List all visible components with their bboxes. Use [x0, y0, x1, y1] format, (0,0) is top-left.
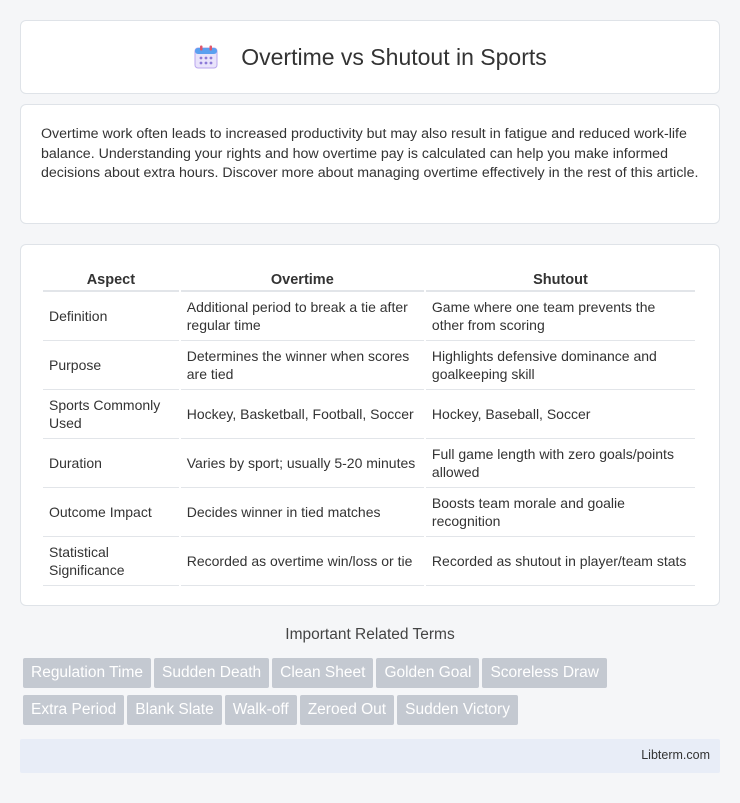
table-cell: Sports Commonly Used: [43, 389, 179, 438]
intro-text: Overtime work often leads to increased productivity but may also result in fatigue and reduced work-life balance. Understanding your rights and how overtime pay is calculated can help you make informed decisions about extra hours. Discover more about managing overtime effectively in the rest of this article.: [41, 126, 699, 181]
table-row: [43, 291, 695, 340]
table-cell: Additional period to break a tie after regular time: [181, 291, 424, 340]
page-title: Overtime vs Shutout in Sports: [241, 43, 547, 70]
table-cell: Recorded as overtime win/loss or tie: [181, 536, 424, 586]
table-cell: Duration: [43, 438, 179, 487]
related-terms-list: [23, 658, 723, 732]
related-terms-title: Important Related Terms: [285, 626, 455, 643]
table-row: [43, 389, 695, 438]
calendar-icon: [193, 44, 219, 70]
table-row: [43, 536, 695, 586]
comparison-table: [41, 265, 697, 586]
tag-blank-slate[interactable]: Blank Slate: [127, 695, 221, 725]
table-cell: Game where one team prevents the other from scoring: [426, 291, 695, 340]
table-cell: Decides winner in tied matches: [181, 487, 424, 536]
tag-sudden-death[interactable]: Sudden Death: [154, 658, 269, 688]
table-cell: Definition: [43, 291, 179, 340]
table-cell: Hockey, Baseball, Soccer: [426, 389, 695, 438]
table-cell: Highlights defensive dominance and goalkeeping skill: [426, 340, 695, 389]
table-cell: Hockey, Basketball, Football, Soccer: [181, 389, 424, 438]
tag-walk-off[interactable]: Walk-off: [225, 695, 297, 725]
tag-zeroed-out[interactable]: Zeroed Out: [300, 695, 394, 725]
tag-golden-goal[interactable]: Golden Goal: [376, 658, 479, 688]
tag-regulation-time[interactable]: Regulation Time: [23, 658, 151, 688]
table-cell: Purpose: [43, 340, 179, 389]
table-cell: Recorded as shutout in player/team stats: [426, 536, 695, 586]
tag-extra-period[interactable]: Extra Period: [23, 695, 124, 725]
tag-clean-sheet[interactable]: Clean Sheet: [272, 658, 373, 688]
header-card: [20, 20, 720, 94]
table-header-row: [43, 265, 695, 291]
table-row: [43, 438, 695, 487]
table-cell: Boosts team morale and goalie recognition: [426, 487, 695, 536]
table-cell: Determines the winner when scores are tied: [181, 340, 424, 389]
table-row: [43, 340, 695, 389]
column-header: Aspect: [43, 265, 179, 291]
column-header: Shutout: [426, 265, 695, 291]
footer-site-link[interactable]: Libterm.com: [641, 748, 710, 762]
tag-scoreless-draw[interactable]: Scoreless Draw: [482, 658, 607, 688]
intro-card: [20, 104, 720, 224]
table-cell: Varies by sport; usually 5-20 minutes: [181, 438, 424, 487]
table-cell: Full game length with zero goals/points allowed: [426, 438, 695, 487]
column-header: Overtime: [181, 265, 424, 291]
table-row: [43, 487, 695, 536]
table-cell: Statistical Significance: [43, 536, 179, 586]
tag-sudden-victory[interactable]: Sudden Victory: [397, 695, 518, 725]
footer: [20, 739, 720, 773]
comparison-card: [20, 244, 720, 606]
table-cell: Outcome Impact: [43, 487, 179, 536]
